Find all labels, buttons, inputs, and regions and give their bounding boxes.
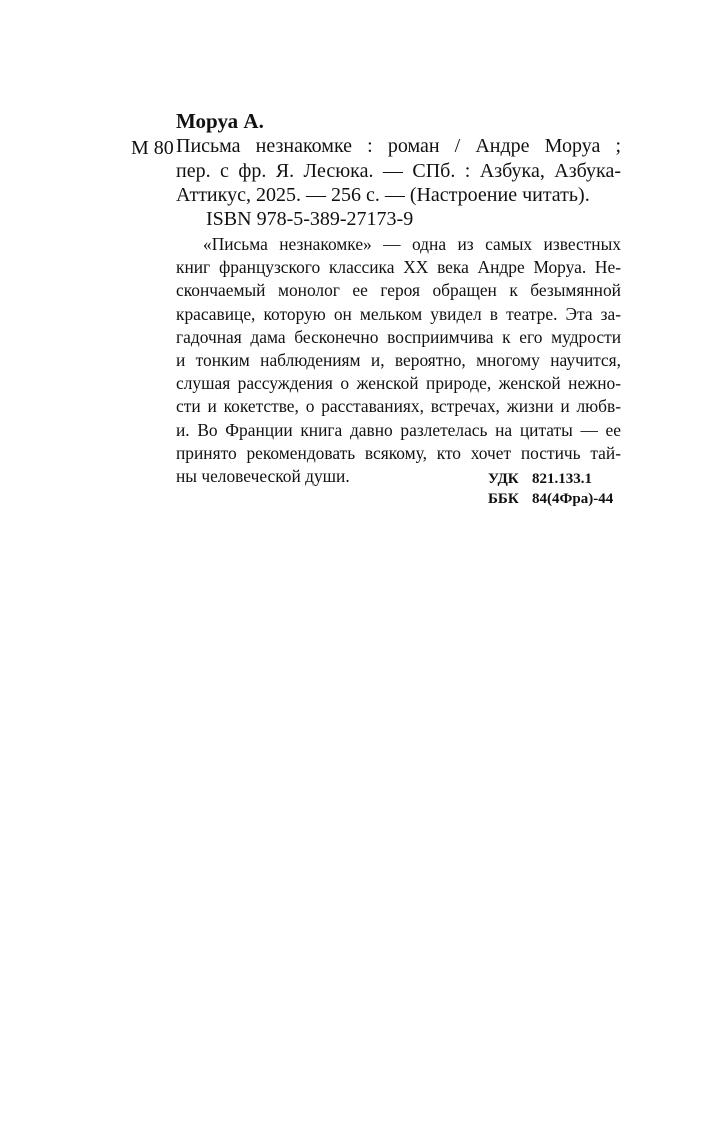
udk-value: 821.133.1 [532, 471, 592, 487]
classification-codes [488, 469, 613, 509]
bbk-label: ББК [488, 491, 519, 507]
annotation-line: и тонким наблюдениям и, вероятно, многому научится, [176, 350, 621, 371]
bbk-value: 84(4Фра)-44 [532, 491, 614, 507]
biblio-line: Письма незнакомке : роман / Андре Моруа ; [176, 135, 621, 157]
annotation-line: красавице, которую он мельком увидел в театре. Эта за- [176, 303, 621, 324]
annotation-line: скончаемый монолог ее героя обращен к безымянной [176, 280, 621, 301]
bbk-row [488, 489, 613, 509]
annotation-line: гадочная дама бесконечно восприимчива к его мудрости [176, 326, 621, 347]
annotation-line: ны человеческой души. [176, 466, 350, 487]
udk-label: УДК [488, 471, 519, 487]
annotation-line: сти и кокетстве, о расставаниях, встречах, жизни и любв- [176, 396, 621, 417]
biblio-line: Аттикус, 2025. — 256 с. — (Настроение читать). [176, 184, 590, 206]
annotation-line: принято рекомендовать всякому, кто хочет постичь тай- [176, 442, 621, 463]
author-mark: М 80 [131, 137, 174, 159]
annotation-line: книг французского классика XX века Андре Моруа. Не- [176, 257, 621, 278]
bibliographic-description [176, 134, 621, 208]
annotation-line: слушая рассуждения о женской природе, женской нежно- [176, 373, 621, 394]
biblio-line: пер. с фр. Я. Лесюка. — СПб. : Азбука, Азбука- [176, 159, 621, 182]
annotation-paragraph [176, 233, 621, 488]
isbn-number: ISBN 978-5-389-27173-9 [206, 208, 414, 230]
udk-row [488, 469, 613, 489]
author-heading: Моруа А. [176, 109, 264, 133]
annotation-line: «Письма незнакомке» — одна из самых известных [203, 234, 621, 254]
annotation-line: и. Во Франции книга давно разлетелась на цитаты — ее [176, 419, 621, 440]
